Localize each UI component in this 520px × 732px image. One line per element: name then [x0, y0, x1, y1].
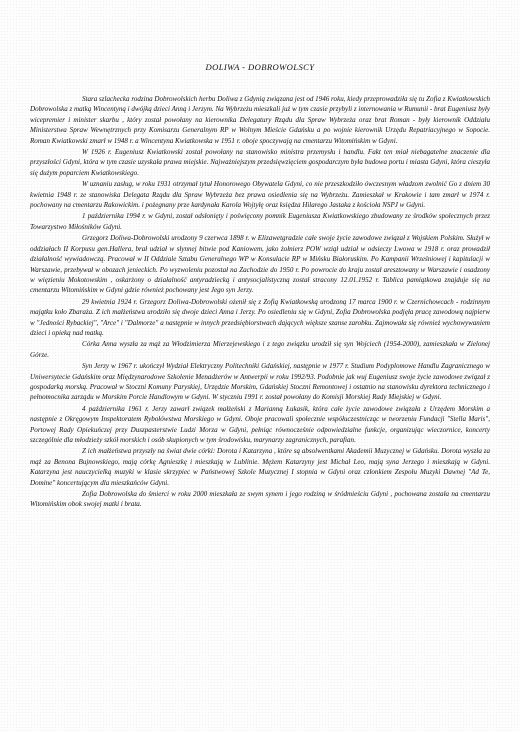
- paragraph: Stara szlachecka rodzina Dobrowolskich herbu Doliwa z Gdynią związana jest od 1946 roku, kiedy przeprowadziła się tu Zofia z Kwiatkowskich Dobrowolska z matką Wincentyną i dwójką dzieci Anną i Jerzym. Na Wybrzeżu mieszkali już w tym czasie przybyli z internowania w Rumunii - brat Eugeniusz były wicepremier i minister skarbu , który został powołany na kierownika Delegatury Rządu dla Spraw Wybrzeża oraz brat Roman - były kierownik Oddziału Ministerstwa Spraw Wewnętrznych przy Komisarzu Generalnym RP w Wolnym Mieście Gdańsku a po wojnie kierownik Urzędu Repatriacyjnego w Sopocie. Roman Kwiatkowski zmarł w 1948 r. a Wincentyna Kwiatkowska w 1951 r. oboje spoczywają na cmentarzu Witomińskim w Gdyni.: [30, 95, 490, 145]
- paragraph: Grzegorz Doliwa-Dobrowolski urodzony 9 czerwca 1898 r. w Elizawetgradzie całe swoje życie zawodowe związał z Wojskiem Polskim. Służył w oddziałach II Korpusu gen.Hallera, brał udział w słynnej bitwie pod Kaniowem, jako żołnierz POW wziął udział w odsieczy Lwowa w 1918 r. oraz prowadził działalność wywiadowczą. Pracował w II Oddziale Sztabu Generalnego WP w Konsulacie RP w Mińsku Białoruskim. Po Kampanii Wrześniowej i kapitulacji w Warszawie, przebywał w obozach jenieckich. Po wyzwoleniu pozostał na Zachodzie do 1950 r. Po powrocie do kraju został aresztowany w Warszawie i osadzony w więzieniu Mokotowskim , oskarżony o działalność antyradziecką i antysocjalistyczną został stracony 12.01.1952 r. Tablica pamiątkowa znajduje się na cmentarzu Witomińskim w Gdyni gdzie również pochowany jest Jego syn Jerzy.: [30, 234, 490, 295]
- paragraph: 1 października 1994 r. w Gdyni, został odsłonięty i poświęcony pomnik Eugeniusza Kwiatkowskiego zbudowany ze środków społecznych przez Towarzystwo Miłośników Gdyni.: [30, 212, 490, 231]
- paragraph: W uznaniu zasług, w roku 1931 otrzymał tytuł Honorowego Obywatela Gdyni, co nie przeszkodziło ówczesnym władzom zwolnić Go z dniem 30 kwietnia 1948 r. ze stanowiska Delegata Rządu dla Spraw Wybrzeża bez prawa osiedlenia się na Wybrzeżu. Zamieszkał w Krakowie i tam zmarł w 1974 r. pochowany na cmentarzu Rakowickim. i pożegnany prze kardynała Karola Wojtyłę oraz księdza Hilarego Jastaka z kościoła NSPJ w Gdyni.: [30, 180, 490, 210]
- paragraph: Zofia Dobrowolska do śmierci w roku 2000 mieszkała ze swym synem i jego rodziną w śródmieściu Gdyni , pochowana została na cmentarzu Witomińskim obok swojej matki i brata.: [30, 490, 490, 509]
- paragraph: Córka Anna wyszła za mąż za Włodzimierza Mierzejewskiego i z tego związku urodził się syn Wojciech (1954-2000), zamieszkała w Zielonej Górze.: [30, 340, 490, 359]
- paragraph: 4 października 1961 r. Jerzy zawarł związek małżeński z Marianną Łukasik, która całe życie zawodowe związała z Urzędem Morskim a następnie z Okręgowym Inspektoratem Rybołówstwa Morskiego w Gdyni. Oboje pracowali społecznie współuczestnicząc w tworzeniu Fundacji "Stella Maris", Portowej Rady Opiekuńczej przy Duszpasterstwie Ludzi Morza w Gdyni, pełniąc równocześnie odpowiedzialne funkcje, organizując wieczornice, koncerty szczególnie dla młodzieży szkół morskich i osób skupionych w tym środowisku, marynarzy zagranicznych, parafian.: [30, 404, 490, 444]
- paragraph: Syn Jerzy w 1967 r. ukończył Wydział Elektryczny Politechniki Gdańskiej, następnie w 1977 r. Studium Podyplomowe Handlu Zagranicznego w Uniwersytecie Gdańskim oraz Międzynarodowe Szkolenie Menadżerów w Antwerpii w roku 1992/93. Podobnie jak wuj Eugeniusz swoje życie zawodowe związał z gospodarką morską. Pracował w Stoczni Komuny Paryskiej, Urzędzie Morskim, Gdańskiej Stoczni Remontowej i ostatnio na stanowisku dyrektora technicznego i pełnomocnika zarządu w Morskim Porcie Handlowym w Gdyni. W styczniu 1991 r. został powołany do Komisji Morskiej Rady Miejskiej w Gdyni.: [30, 362, 490, 402]
- document-title: DOLIWA - DOBROWOLSCY: [205, 62, 315, 72]
- paragraph: Z ich małżeństwa przyszły na świat dwie córki: Dorota i Katarzyna , które są absolwentkami Akademii Muzycznej w Gdańsku. Dorota wyszła za mąż za Benona Bujnowskiego, mają córkę Agnieszkę i mieszkają w Lublinie. Mężem Katarzyny jest Michał Leo, mają syna Jerzego i mieszkają w Gdyni. Katarzyna jest nauczycielką muzyki w klasie skrzypiec w Państwowej Szkole Muzycznej I stopnia w Gdyni oraz członkiem Zespołu Muzyki Dawnej "Ad Te, Domine" koncertującym dla mieszkańców Gdyni.: [30, 447, 490, 487]
- paragraph: W 1926 r. Eugeniusz Kwiatkowski został powołany na stanowisko ministra przemysłu i handlu. Fakt ten miał niebagatelne znaczenie dla przyszłości Gdyni, która w tym czasie uzyskała prawa miejskie. Najważniejszym przedsięwzięciem gospodarczym była budowa portu i miasta Gdyni, która cieszyła się dużym poparciem Kwiatkowskiego.: [30, 148, 490, 177]
- document-body: [30, 94, 490, 510]
- paragraph: 29 kwietnia 1924 r. Grzegorz Doliwa-Dobrowolski ożenił się z Zofią Kwiatkowską urodzoną 17 marca 1900 r. w Czernichowcach - rodzinnym majątku koło Zbaraża. Z ich małżeństwa urodziło się dwoje dzieci Anna i Jerzy. Po osiedleniu się w Gdyni, Zofia Dobrowolska podjęła pracę zawodową najpierw w "Jedności Rybackiej", "Arce" i "Dalmorze" a następnie w innych przedsiębiorstwach dających większe szanse zarobku. Zajmowała się również wychowywaniem dzieci i opieką nad matką.: [30, 297, 490, 337]
